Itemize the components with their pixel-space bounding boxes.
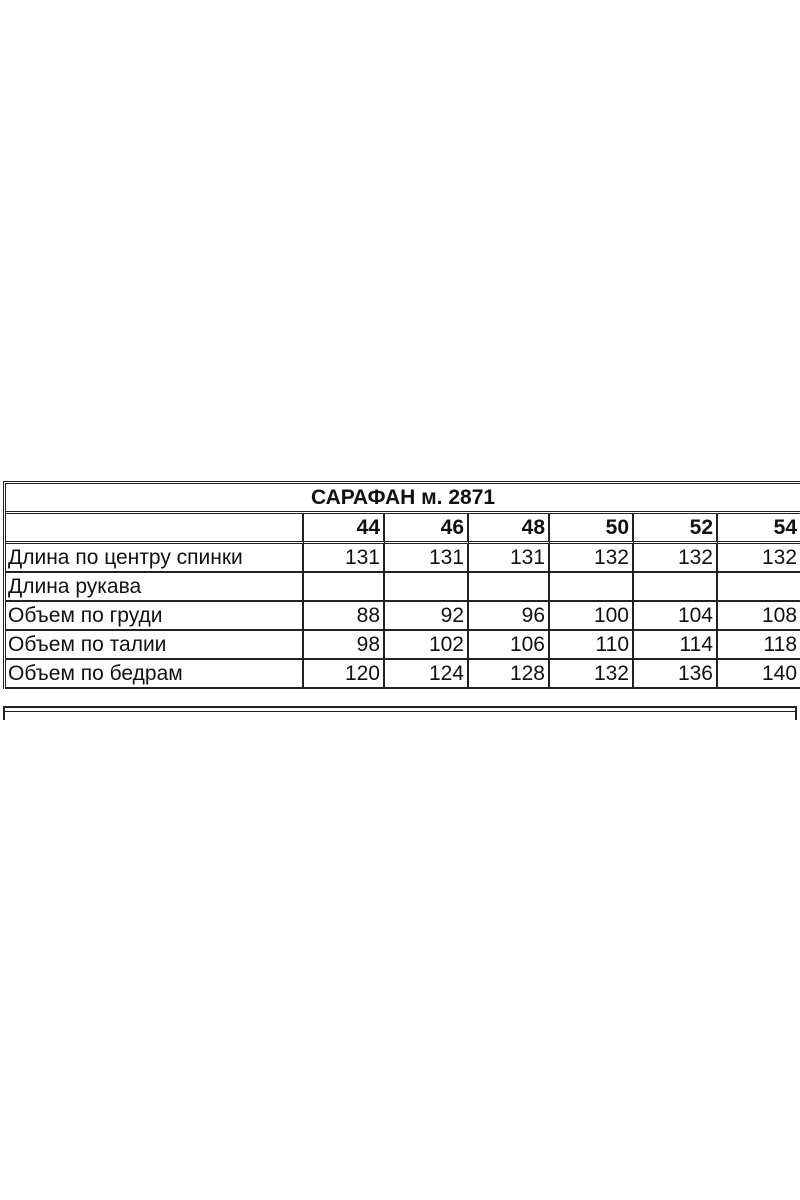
value-cell (718, 573, 800, 602)
value-cell: 108 (718, 602, 800, 631)
size-table (3, 481, 800, 689)
value-cell: 124 (385, 660, 469, 689)
size-header-cell: 44 (304, 514, 385, 544)
value-cell: 131 (304, 544, 385, 573)
value-cell: 131 (385, 544, 469, 573)
table-row (6, 544, 800, 573)
value-cell: 132 (550, 660, 634, 689)
table-border-tick (795, 706, 797, 720)
size-header-cell: 54 (718, 514, 800, 544)
value-cell: 114 (634, 631, 718, 660)
value-cell: 120 (304, 660, 385, 689)
size-chart (3, 481, 797, 689)
table-row (6, 660, 800, 689)
table-bottom-border (3, 706, 797, 712)
value-cell: 102 (385, 631, 469, 660)
table-title: САРАФАН м. 2871 (6, 484, 800, 514)
value-cell: 96 (469, 602, 550, 631)
value-cell: 128 (469, 660, 550, 689)
value-cell: 132 (718, 544, 800, 573)
size-header-row (6, 514, 800, 544)
value-cell (469, 573, 550, 602)
value-cell: 110 (550, 631, 634, 660)
row-label: Объем по талии (6, 631, 304, 660)
value-cell: 106 (469, 631, 550, 660)
table-border-tick (3, 706, 5, 720)
value-cell: 132 (634, 544, 718, 573)
size-header-cell: 52 (634, 514, 718, 544)
value-cell: 131 (469, 544, 550, 573)
value-cell (304, 573, 385, 602)
size-header-cell: 46 (385, 514, 469, 544)
value-cell: 132 (550, 544, 634, 573)
value-cell: 140 (718, 660, 800, 689)
value-cell: 136 (634, 660, 718, 689)
table-row (6, 573, 800, 602)
size-header-cell: 50 (550, 514, 634, 544)
value-cell (634, 573, 718, 602)
row-label: Объем по груди (6, 602, 304, 631)
table-row (6, 602, 800, 631)
value-cell: 104 (634, 602, 718, 631)
value-cell: 98 (304, 631, 385, 660)
value-cell: 100 (550, 602, 634, 631)
title-row (6, 484, 800, 514)
value-cell: 88 (304, 602, 385, 631)
size-header-cell: 48 (469, 514, 550, 544)
row-label: Длина рукава (6, 573, 304, 602)
value-cell (385, 573, 469, 602)
value-cell: 92 (385, 602, 469, 631)
value-cell (550, 573, 634, 602)
row-label: Длина по центру спинки (6, 544, 304, 573)
row-label: Объем по бедрам (6, 660, 304, 689)
value-cell: 118 (718, 631, 800, 660)
table-row (6, 631, 800, 660)
header-corner-cell (6, 514, 304, 544)
